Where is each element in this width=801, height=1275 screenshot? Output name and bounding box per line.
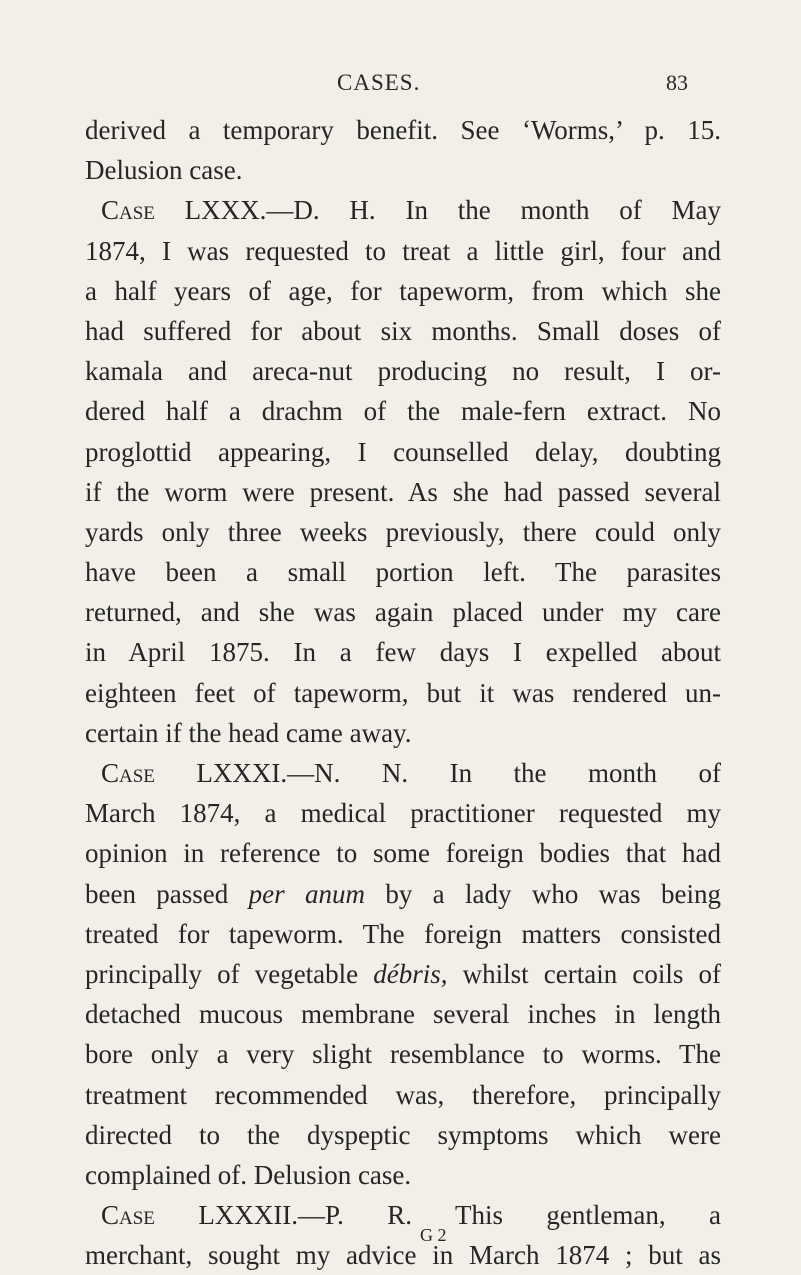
text-line: [85, 231, 721, 271]
text-line: [85, 874, 721, 914]
text-span: directed to the dyspeptic symptoms which were: [85, 1119, 721, 1150]
text-span: had suffered for about six months. Small doses of: [85, 315, 721, 346]
text-line: [85, 110, 721, 150]
italic-text: débris,: [373, 958, 448, 989]
text-line: [85, 432, 721, 472]
page-header: [0, 70, 801, 102]
text-span: dered half a drachm of the male-fern extract. No: [85, 396, 721, 427]
text-span: LXXXII.—P. R. This gentleman, a: [154, 1200, 721, 1231]
text-line: [85, 713, 721, 753]
text-span: in April 1875. In a few days I expelled about: [85, 637, 721, 668]
text-line: [85, 793, 721, 833]
case-label: Case: [101, 758, 155, 788]
text-span: March 1874, a medical practitioner requested my: [85, 798, 721, 829]
text-span: proglottid appearing, I counselled delay, doubting: [85, 436, 721, 467]
text-span: yards only three weeks previously, there could only: [85, 516, 721, 547]
text-span: bore only a very slight resemblance to worms. The: [85, 1039, 721, 1070]
text-line: [85, 632, 721, 672]
text-span: Delusion case.: [85, 155, 243, 186]
text-line: [85, 190, 721, 230]
text-line: [85, 673, 721, 713]
text-span: complained of. Delusion case.: [85, 1159, 412, 1190]
body-text: [85, 110, 721, 1275]
text-span: merchant, sought my advice in March 1874 ; but as: [85, 1240, 721, 1271]
text-span: detached mucous membrane several inches in length: [85, 999, 721, 1030]
text-line: [85, 271, 721, 311]
text-line: [85, 512, 721, 552]
text-span: been passed: [85, 878, 249, 909]
text-line: [85, 351, 721, 391]
text-span: opinion in reference to some foreign bodies that had: [85, 838, 721, 869]
page-footer: [0, 1225, 801, 1249]
case-label: Case: [101, 195, 155, 226]
text-span: 1874, I was requested to treat a little girl, four and: [85, 235, 721, 266]
running-head: CASES.: [337, 70, 421, 95]
text-line: [85, 753, 721, 793]
text-line: [85, 994, 721, 1034]
text-span: if the worm were present. As she had passed several: [85, 476, 721, 507]
text-span: whilst certain coils of: [447, 958, 721, 989]
italic-text: per anum: [248, 878, 365, 909]
text-line: [85, 1115, 721, 1155]
text-span: a half years of age, for tapeworm, from which she: [85, 275, 721, 306]
text-line: [85, 391, 721, 431]
text-span: principally of vegetable: [85, 958, 374, 989]
text-line: [85, 954, 721, 994]
case-label: Case: [101, 1200, 155, 1231]
text-line: [85, 150, 721, 190]
text-span: LXXXI.—N. N. In the month of: [154, 758, 721, 788]
text-line: [85, 552, 721, 592]
page-number: 83: [666, 70, 688, 95]
text-span: returned, and she was again placed under my care: [85, 597, 721, 628]
text-span: certain if the head came away.: [85, 717, 412, 748]
text-line: [85, 311, 721, 351]
text-line: [85, 914, 721, 954]
text-line: [85, 592, 721, 632]
text-span: by a lady who was being: [364, 878, 721, 909]
signature-mark: G 2: [420, 1225, 447, 1245]
text-span: treated for tapeworm. The foreign matters consisted: [85, 918, 721, 949]
text-line: [85, 472, 721, 512]
text-span: eighteen feet of tapeworm, but it was rendered un-: [85, 677, 721, 708]
text-span: treatment recommended was, therefore, principally: [85, 1079, 721, 1110]
text-line: [85, 1075, 721, 1115]
text-line: [85, 1034, 721, 1074]
text-line: [85, 833, 721, 873]
text-line: [85, 1155, 721, 1195]
text-span: kamala and areca-nut producing no result, I or-: [85, 356, 721, 387]
text-span: derived a temporary benefit. See ‘Worms,’ p. 15.: [85, 115, 721, 145]
text-span: LXXX.—D. H. In the month of May: [154, 195, 721, 226]
text-span: have been a small portion left. The parasites: [85, 557, 721, 588]
